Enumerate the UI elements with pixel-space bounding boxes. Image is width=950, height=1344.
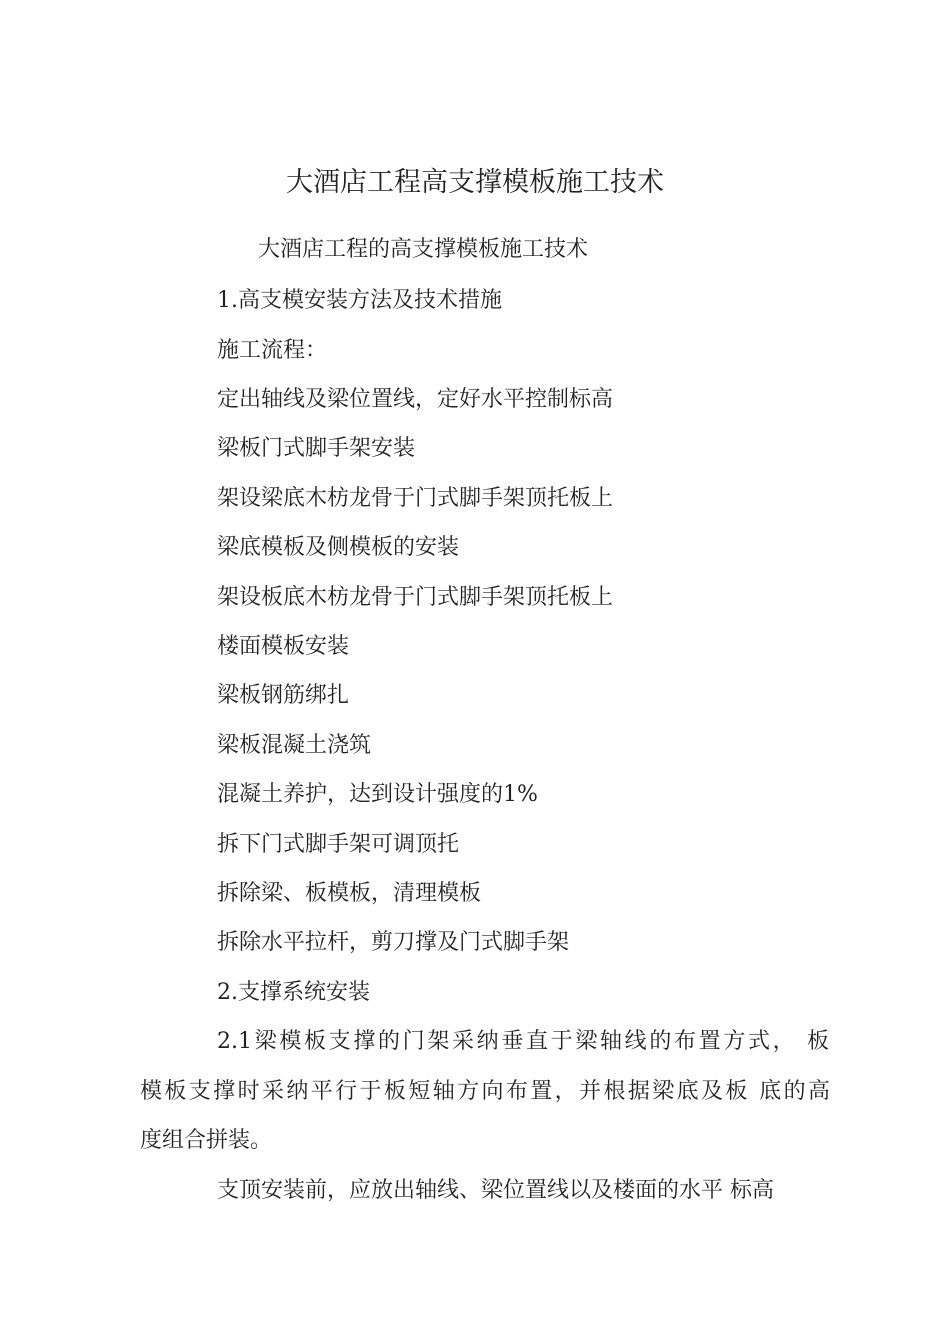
- flow-step: 拆下门式脚手架可调顶托: [217, 832, 460, 857]
- flow-step: 拆除水平拉杆，剪刀撑及门式脚手架: [217, 930, 570, 955]
- flow-step: 拆除梁、板模板，清理模板: [217, 881, 482, 906]
- paragraph-line: 2.1梁模板支撑的门架采纳垂直于梁轴线的布置方式， 板: [217, 1029, 829, 1054]
- paragraph-line: 模板支撑时采纳平行于板短轴方向布置，并根据梁底及板 底的高: [140, 1079, 830, 1104]
- section-heading-1: 1.高支模安装方法及技术措施: [217, 288, 502, 313]
- flow-step: 混凝土养护，达到设计强度的1%: [217, 782, 538, 807]
- flow-step: 梁板门式脚手架安装: [217, 436, 416, 461]
- paragraph-line: 度组合拼装。: [140, 1128, 273, 1153]
- document-subtitle: 大酒店工程的高支撑模板施工技术: [258, 237, 589, 262]
- flow-step: 架设板底木枋龙骨于门式脚手架顶托板上: [217, 585, 614, 610]
- paragraph-line: 支顶安装前，应放出轴线、梁位置线以及楼面的水平 标高: [217, 1178, 774, 1203]
- flow-label: 施工流程：: [217, 338, 328, 363]
- flow-step: 梁底模板及侧模板的安装: [217, 535, 460, 560]
- document-title: 大酒店工程高支撑模板施工技术: [286, 167, 664, 198]
- section-heading-2: 2.支撑系统安装: [217, 980, 370, 1005]
- flow-step: 梁板钢筋绑扎: [217, 683, 350, 708]
- flow-step: 楼面模板安装: [217, 634, 350, 659]
- flow-step: 架设梁底木枋龙骨于门式脚手架顶托板上: [217, 486, 614, 511]
- flow-step: 定出轴线及梁位置线，定好水平控制标高: [217, 387, 614, 412]
- flow-step: 梁板混凝土浇筑: [217, 733, 372, 758]
